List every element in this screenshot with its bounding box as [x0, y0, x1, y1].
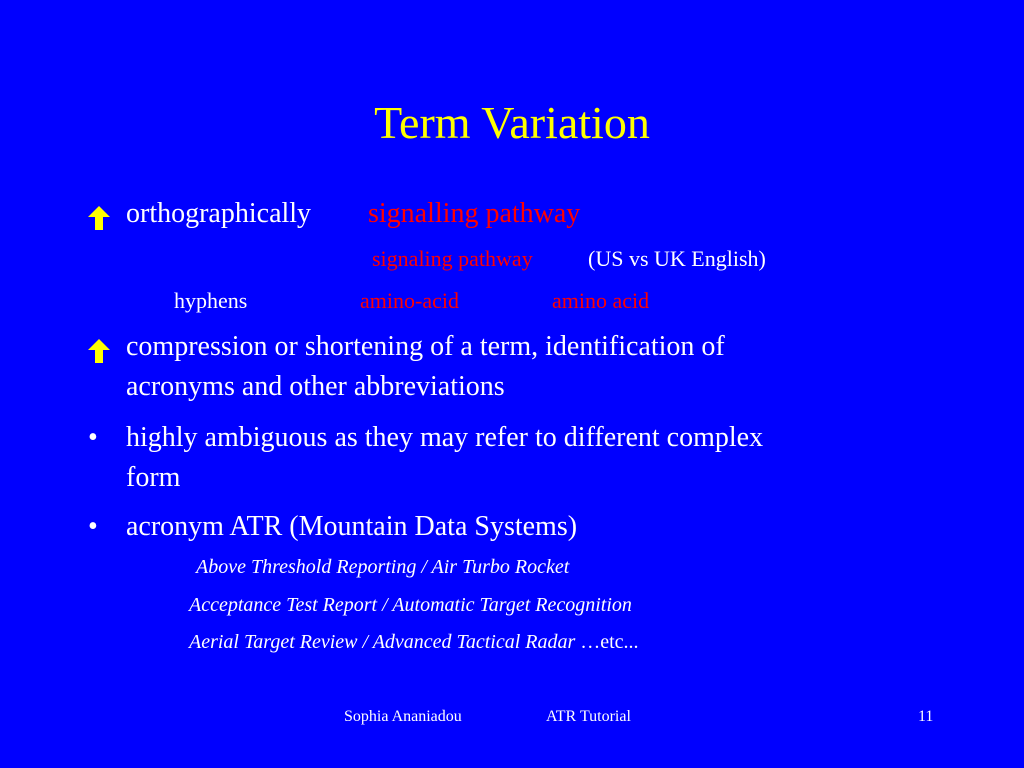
footer-author: Sophia Ananiadou — [344, 708, 462, 725]
slide-title: Term Variation — [374, 97, 650, 148]
atr-expansion-3: Aerial Target Review / Advanced Tactical Radar — [189, 631, 576, 653]
up-arrow-icon — [88, 206, 110, 234]
term-signaling-pathway: signaling pathway — [372, 246, 533, 271]
bullet-ambiguous-line2: form — [126, 462, 181, 493]
bullet-compression-line2: acronyms and other abbreviations — [126, 371, 505, 402]
up-arrow-icon — [88, 339, 110, 367]
bullet-compression-line1: compression or shortening of a term, identification of — [126, 331, 725, 362]
bullet-orthographically-label: orthographically — [126, 198, 312, 229]
term-amino-acid: amino acid — [552, 288, 650, 313]
atr-expansion-3-line — [189, 631, 639, 654]
term-amino-acid-hyphen: amino-acid — [360, 288, 459, 313]
bullet-acronym-atr: acronym ATR (Mountain Data Systems) — [126, 511, 578, 542]
bullet-dot: • — [88, 422, 98, 453]
etc-text: etc... — [600, 631, 639, 653]
us-uk-note: (US vs UK English) — [588, 246, 766, 271]
bullet-ambiguous-line1: highly ambiguous as they may refer to different complex — [126, 422, 764, 453]
footer-tutorial: ATR Tutorial — [546, 708, 631, 725]
bullet-dot: • — [88, 511, 98, 542]
footer-page-number: 11 — [918, 708, 934, 725]
term-signalling-pathway: signalling pathway — [368, 198, 581, 229]
atr-expansion-1: Above Threshold Reporting / Air Turbo Rocket — [196, 556, 570, 578]
ellipsis: … — [580, 631, 601, 653]
atr-expansion-2: Acceptance Test Report / Automatic Target Recognition — [189, 594, 632, 616]
hyphens-label: hyphens — [174, 288, 248, 313]
